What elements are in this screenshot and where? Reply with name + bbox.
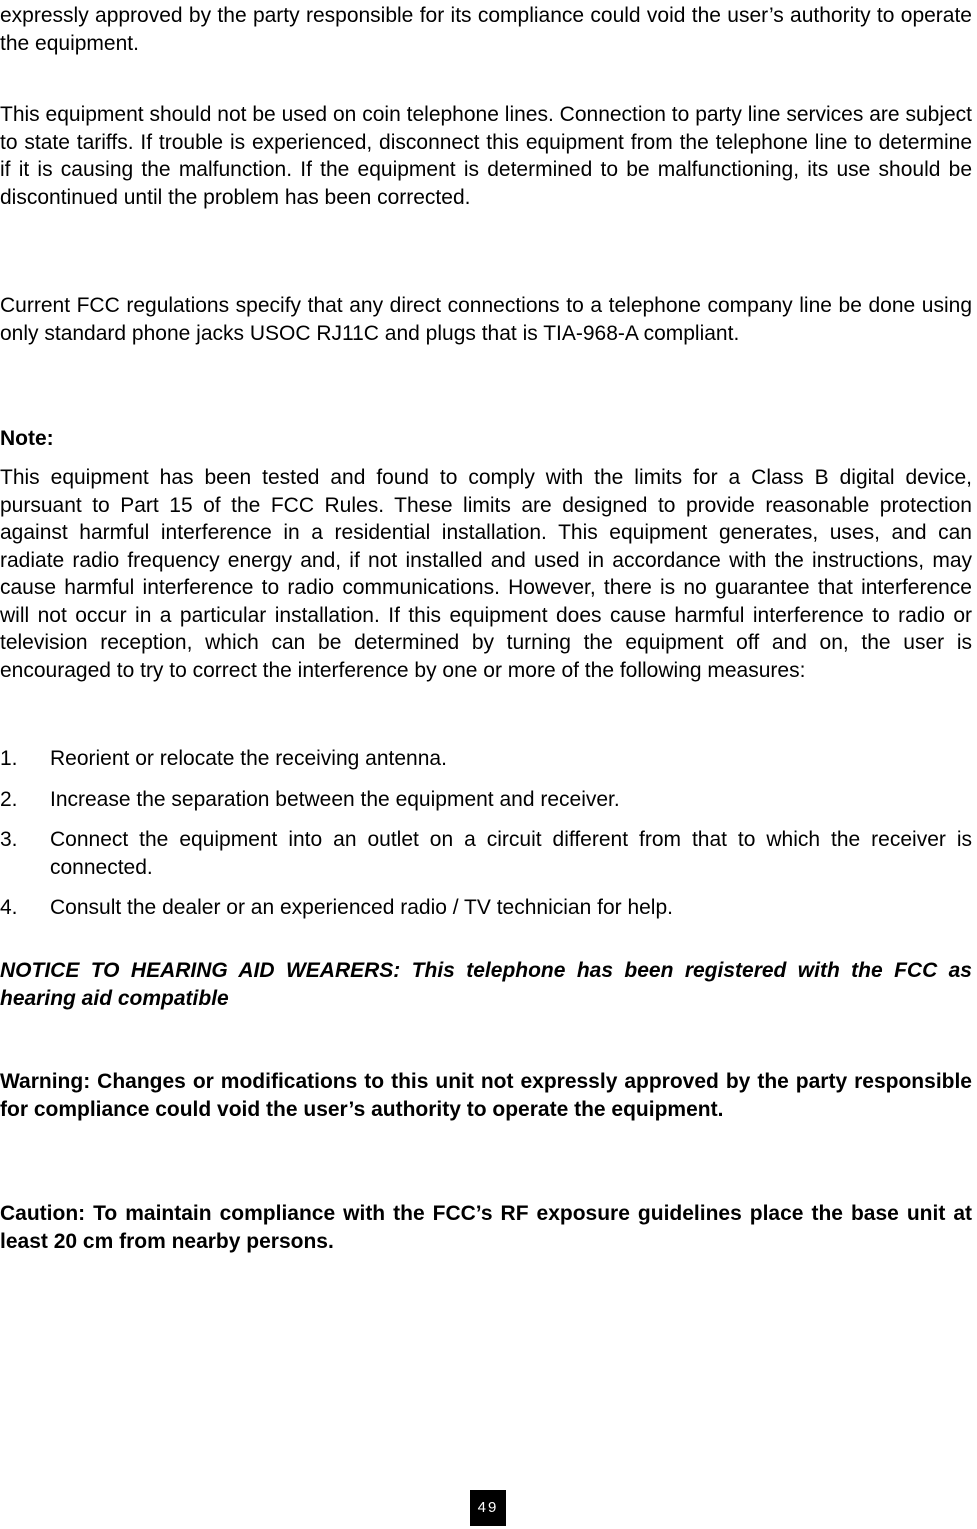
page-number: 49 xyxy=(470,1490,506,1526)
list-item-text: Consult the dealer or an experienced radio / TV technician for help. xyxy=(50,896,673,919)
list-item-text: Connect the equipment into an outlet on a circuit different from that to which the receiver is connected. xyxy=(50,828,972,879)
note-heading: Note: xyxy=(0,427,54,450)
list-item-text: Reorient or relocate the receiving antenna. xyxy=(50,747,447,770)
intro-continuation-paragraph: expressly approved by the party responsible for its compliance could void the user’s authority to operate the equipment. xyxy=(0,4,972,55)
hearing-aid-notice: NOTICE TO HEARING AID WEARERS: This telephone has been registered with the FCC as hearing aid compatible xyxy=(0,959,972,1010)
list-item-number: 1. xyxy=(0,747,18,770)
warning-paragraph: Warning: Changes or modifications to this unit not expressly approved by the party responsible for compliance could void the user’s authority to operate the equipment. xyxy=(0,1070,972,1121)
fcc-regulations-paragraph: Current FCC regulations specify that any direct connections to a telephone company line be done using only standard phone jacks USOC RJ11C and plugs that is TIA-968-A compliant. xyxy=(0,294,972,345)
list-item xyxy=(0,745,972,773)
coin-lines-paragraph: This equipment should not be used on coin telephone lines. Connection to party line services are subject to state tariffs. If trouble is experienced, disconnect this equipment from the telephone line to determine if it is causing the malfunction. If the equipment is determined to be malfunctioning, its use should be discontinued until the problem has been corrected. xyxy=(0,103,972,209)
list-item xyxy=(0,894,972,922)
list-item-text: Increase the separation between the equipment and receiver. xyxy=(50,787,620,811)
list-item-number: 4. xyxy=(0,896,18,919)
measures-list xyxy=(0,745,972,935)
list-item xyxy=(0,826,972,881)
list-item xyxy=(0,786,972,814)
caution-paragraph: Caution: To maintain compliance with the FCC’s RF exposure guidelines place the base unit at least 20 cm from nearby persons. xyxy=(0,1202,972,1253)
note-paragraph: This equipment has been tested and found to comply with the limits for a Class B digital device, pursuant to Part 15 of the FCC Rules. These limits are designed to provide reasonable protection against harmful interference in a residential installation. This equipment generates, uses, and can radiate radio frequency energy and, if not installed and used in accordance with the instructions, may cause harmful interference to radio communications. However, there is no guarantee that interference will not occur in a particular installation. If this equipment does cause harmful interference to radio or television reception, which can be determined by turning the equipment off and on, the user is encouraged to try to correct the interference by one or more of the following measures: xyxy=(0,466,972,682)
list-item-number: 3. xyxy=(0,828,18,851)
list-item-number: 2. xyxy=(0,787,18,811)
